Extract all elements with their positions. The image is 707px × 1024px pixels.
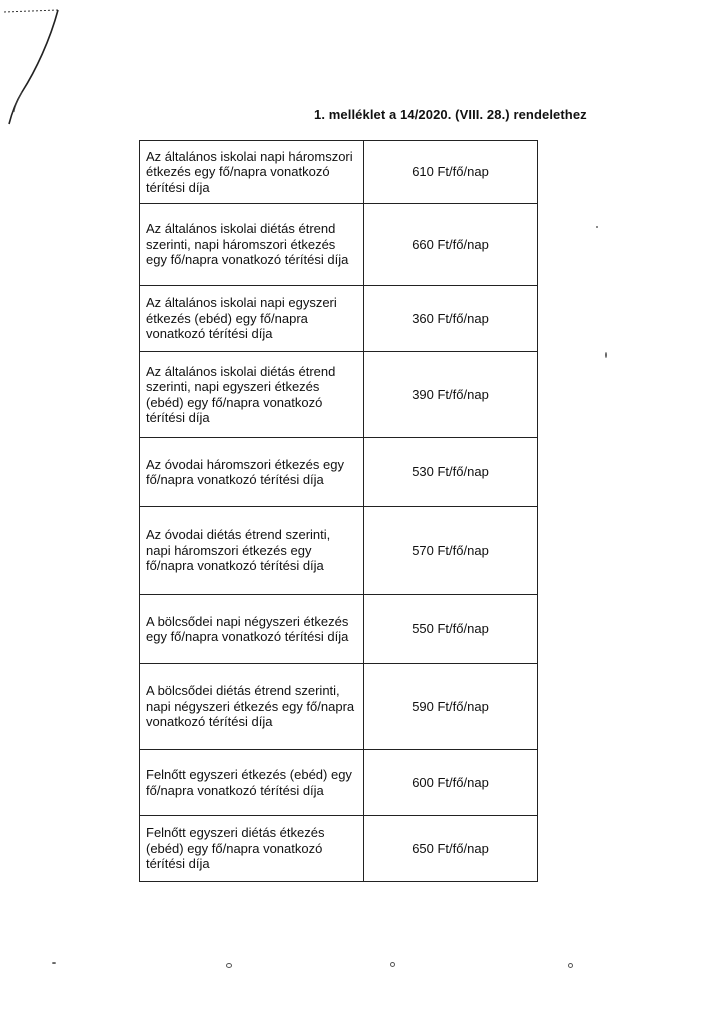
table-row (140, 204, 538, 286)
meal-description: A bölcsődei diétás étrend szerinti, napi négyszeri étkezés egy fő/napra vonatkozó térítési díja (140, 664, 364, 750)
meal-description: Az általános iskolai diétás étrend szerinti, napi egyszeri étkezés (ebéd) egy fő/napra vonatkozó térítési díja (140, 352, 364, 438)
handwritten-stroke-mark (0, 0, 120, 140)
fee-table (139, 140, 538, 882)
table-row (140, 352, 538, 438)
daily-fee: 530 Ft/fő/nap (364, 438, 538, 507)
daily-fee: 570 Ft/fő/nap (364, 507, 538, 595)
table-row (140, 286, 538, 352)
annex-header: 1. melléklet a 14/2020. (VIII. 28.) rendelethez (314, 107, 587, 122)
table-row (140, 438, 538, 507)
meal-description: Az általános iskolai napi háromszori étkezés egy fő/napra vonatkozó térítési díja (140, 141, 364, 204)
daily-fee: 590 Ft/fő/nap (364, 664, 538, 750)
scan-speck (226, 963, 232, 968)
scan-speck (596, 226, 598, 228)
meal-description: Az általános iskolai diétás étrend szerinti, napi háromszori étkezés egy fő/napra vonatkozó térítési díja (140, 204, 364, 286)
table-row (140, 141, 538, 204)
daily-fee: 390 Ft/fő/nap (364, 352, 538, 438)
scan-speck (605, 352, 607, 358)
meal-description: Az óvodai diétás étrend szerinti, napi háromszori étkezés egy fő/napra vonatkozó térítési díja (140, 507, 364, 595)
daily-fee: 610 Ft/fő/nap (364, 141, 538, 204)
table-row (140, 816, 538, 882)
meal-description: Az általános iskolai napi egyszeri étkezés (ebéd) egy fő/napra vonatkozó térítési díja (140, 286, 364, 352)
daily-fee: 660 Ft/fő/nap (364, 204, 538, 286)
fee-table-container (139, 140, 537, 882)
table-row (140, 664, 538, 750)
daily-fee: 600 Ft/fő/nap (364, 750, 538, 816)
scan-speck (568, 963, 573, 968)
meal-description: Az óvodai háromszori étkezés egy fő/napra vonatkozó térítési díja (140, 438, 364, 507)
table-row (140, 750, 538, 816)
table-row (140, 507, 538, 595)
table-row (140, 595, 538, 664)
daily-fee: 650 Ft/fő/nap (364, 816, 538, 882)
meal-description: A bölcsődei napi négyszeri étkezés egy fő/napra vonatkozó térítési díja (140, 595, 364, 664)
meal-description: Felnőtt egyszeri diétás étkezés (ebéd) egy fő/napra vonatkozó térítési díja (140, 816, 364, 882)
meal-description: Felnőtt egyszeri étkezés (ebéd) egy fő/napra vonatkozó térítési díja (140, 750, 364, 816)
scan-speck (390, 962, 395, 967)
daily-fee: 550 Ft/fő/nap (364, 595, 538, 664)
scan-speck (52, 962, 56, 964)
daily-fee: 360 Ft/fő/nap (364, 286, 538, 352)
